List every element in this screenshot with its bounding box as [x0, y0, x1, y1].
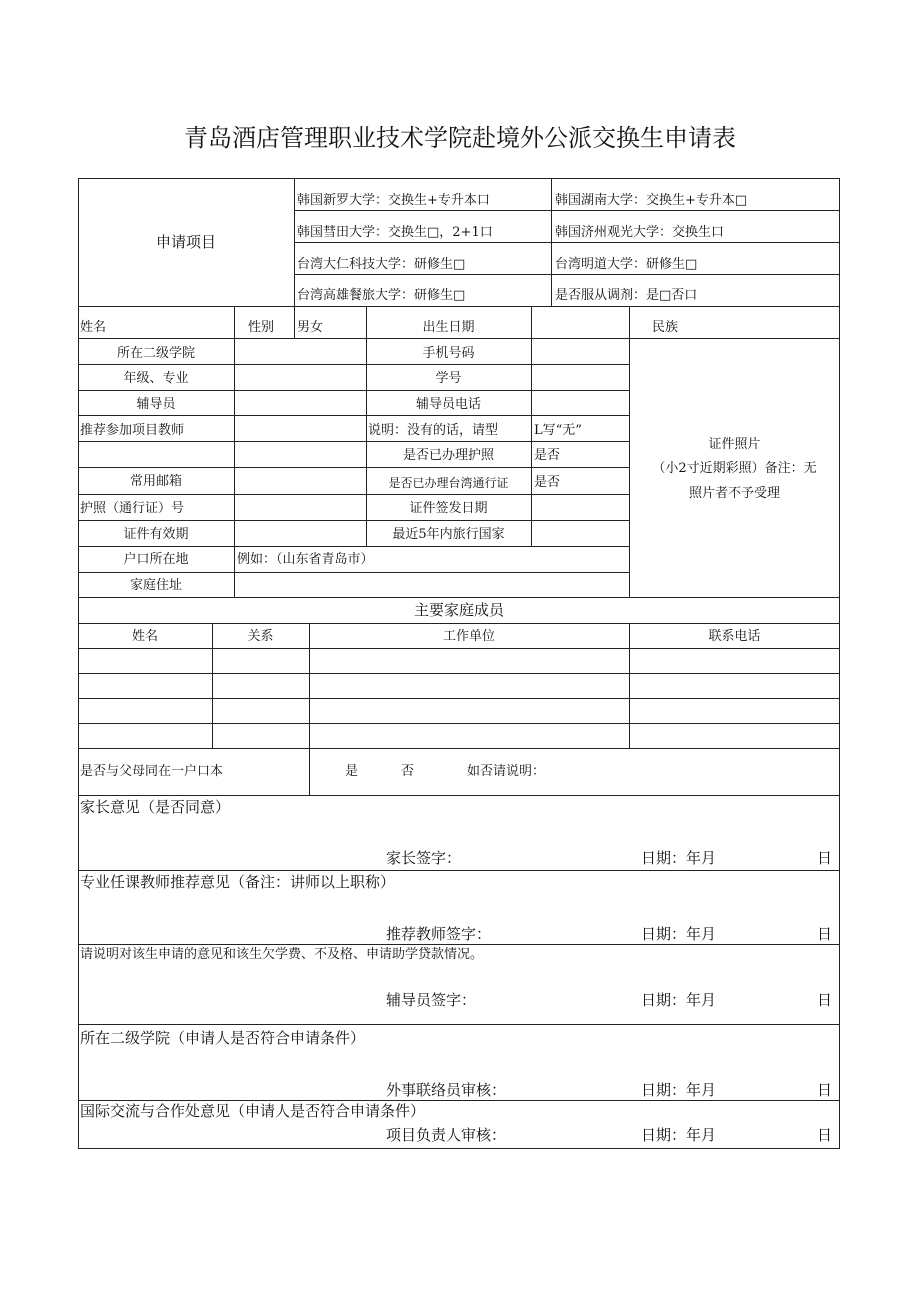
address-label: 家庭住址: [129, 578, 182, 593]
counselor-opinion-title: 请说明对该生申请的意见和该生欠学费、不及格、申请助学贷款情况。: [80, 947, 484, 962]
college-opinion-title: 所在二级学院（申请人是否符合申请条件）: [80, 1029, 366, 1047]
college-date[interactable]: 日期：年月: [641, 1081, 717, 1099]
college-sign[interactable]: 外事联络员审核：: [386, 1081, 507, 1099]
household-label: 是否与父母同在一户口本: [80, 764, 224, 779]
intl-day: 日: [817, 1126, 833, 1144]
family-header-name: 姓名: [131, 629, 158, 644]
birth-label: 出生日期: [422, 320, 475, 335]
teacher-date[interactable]: 日期：年月: [641, 925, 717, 943]
issue-date-label: 证件签发日期: [409, 501, 488, 516]
apply-option[interactable]: 韩国湖南大学：交换生+专升本□: [555, 193, 748, 208]
taiwan-yes-no[interactable]: 是否: [534, 475, 561, 490]
email-label: 常用邮箱: [129, 474, 182, 489]
parent-day: 日: [817, 849, 833, 867]
teacher-sign[interactable]: 推荐教师签字：: [386, 925, 492, 943]
counselor-label: 辅导员: [136, 397, 176, 412]
household-explain: 如否请说明：: [467, 764, 546, 779]
photo-note-2: 照片者不予受理: [688, 486, 780, 501]
gender-label: 性别: [248, 320, 275, 335]
name-label: 姓名: [80, 320, 107, 335]
apply-option[interactable]: 韩国彗田大学：交换生□，2+1口: [297, 225, 493, 240]
apply-option[interactable]: 韩国济州观光大学：交换生口: [555, 225, 725, 240]
teacher-label: 推荐参加项目教师: [80, 423, 185, 438]
phone-label: 手机号码: [422, 346, 475, 361]
grade-label: 年级、专业: [123, 371, 189, 386]
note-text: 说明：没有的话，请型: [368, 423, 499, 438]
photo-title: 证件照片: [708, 437, 761, 452]
recent-travel-label: 最近5年内旅行国家: [392, 527, 505, 542]
ethnic-label: 民族: [652, 320, 679, 335]
valid-label: 证件有效期: [123, 527, 189, 542]
counselor-sign[interactable]: 辅导员签字：: [386, 991, 477, 1009]
apply-option[interactable]: 韩国新罗大学：交换生+专升本口: [297, 193, 490, 208]
apply-option[interactable]: 台湾明道大学：研修生□: [555, 257, 698, 272]
apply-option[interactable]: 台湾高雄餐旅大学：研修生□: [297, 288, 466, 303]
intl-date[interactable]: 日期：年月: [641, 1126, 717, 1144]
family-header-work: 工作单位: [442, 629, 495, 644]
apply-label: 申请项目: [155, 233, 216, 251]
hukou-label: 户口所在地: [123, 552, 189, 567]
passport-done-label: 是否已办理护照: [402, 448, 494, 463]
counselor-phone-label: 辅导员电话: [415, 397, 481, 412]
note-text-2: L写“无”: [534, 423, 582, 438]
hukou-example[interactable]: 例如：（山东省青岛市）: [237, 552, 374, 567]
parent-opinion-title: 家长意见（是否同意）: [80, 798, 231, 816]
family-header-phone: 联系电话: [708, 629, 761, 644]
college-label: 所在二级学院: [116, 346, 195, 361]
intl-opinion-title: 国际交流与合作处意见（申请人是否符合申请条件）: [80, 1102, 426, 1120]
teacher-opinion-title: 专业任课教师推荐意见（备注：讲师以上职称）: [80, 873, 396, 891]
student-id-label: 学号: [435, 371, 462, 386]
household-no[interactable]: 否: [401, 764, 415, 779]
family-title: 主要家庭成员: [413, 601, 504, 619]
gender-value[interactable]: 男女: [297, 320, 324, 335]
college-day: 日: [817, 1081, 833, 1099]
family-header-relation: 关系: [247, 629, 274, 644]
teacher-day: 日: [817, 925, 833, 943]
counselor-date[interactable]: 日期：年月: [641, 991, 717, 1009]
passport-no-label: 护照（通行证）号: [80, 501, 185, 516]
parent-date[interactable]: 日期：年月: [641, 849, 717, 867]
apply-option[interactable]: 是否服从调剂：是□否口: [555, 288, 698, 303]
apply-option[interactable]: 台湾大仁科技大学：研修生□: [297, 257, 466, 272]
parent-sign[interactable]: 家长签字：: [386, 849, 462, 867]
household-yes[interactable]: 是: [345, 764, 359, 779]
intl-sign[interactable]: 项目负责人审核：: [386, 1126, 507, 1144]
counselor-day: 日: [817, 991, 833, 1009]
taiwan-done-label: 是否已办理台湾通行证: [388, 476, 509, 490]
passport-yes-no[interactable]: 是否: [534, 448, 561, 463]
page-title: 青岛酒店管理职业技术学院赴境外公派交换生申请表: [184, 124, 736, 152]
photo-note: （小2寸近期彩照）备注：无: [652, 461, 817, 476]
